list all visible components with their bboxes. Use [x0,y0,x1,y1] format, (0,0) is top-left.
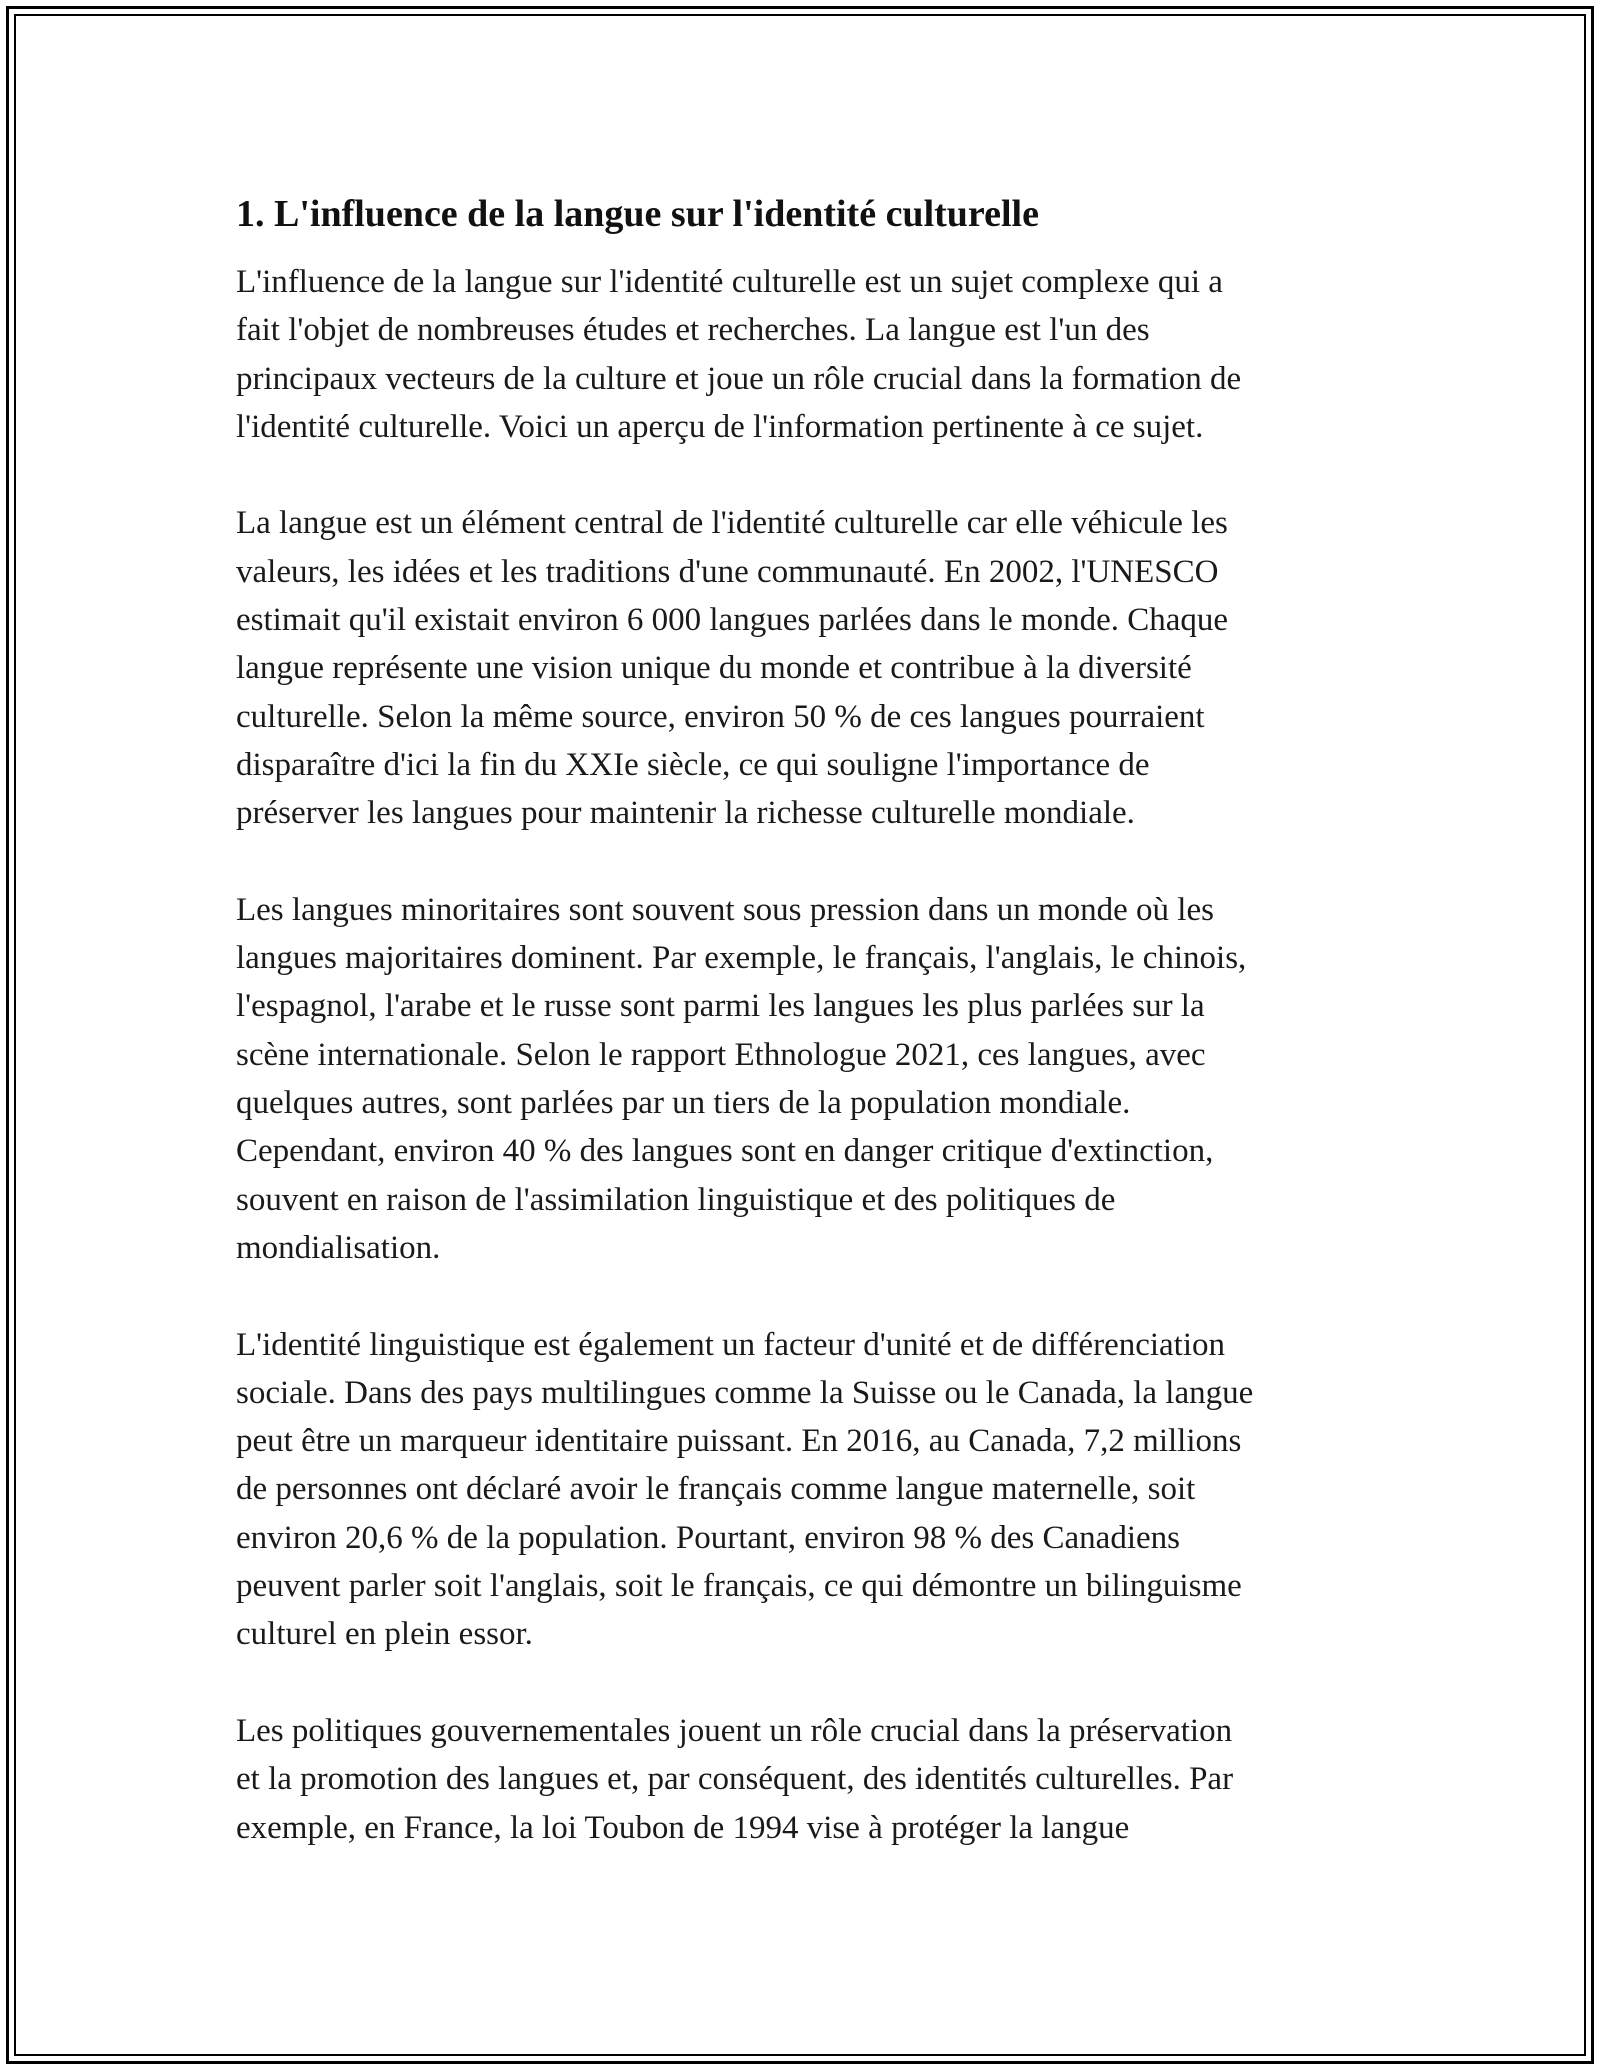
text-line: peuvent parler soit l'anglais, soit le français, ce qui démontre un bilinguisme [236,1568,1242,1605]
text-line: L'identité linguistique est également un facteur d'unité et de différenciation [236,1326,1226,1363]
text-line: Les langues minoritaires sont souvent sous pression dans un monde où les [236,891,1214,928]
text-line: mondialisation. [236,1229,441,1266]
text-line: quelques autres, sont parlées par un tiers de la population mondiale. [236,1085,1131,1122]
text-line: scène internationale. Selon le rapport Ethnologue 2021, ces langues, avec [236,1036,1206,1073]
paragraph-5 [236,1707,1376,1852]
text-line: L'influence de la langue sur l'identité culturelle est un sujet complexe qui a [236,264,1223,300]
section-title: 1. L'influence de la langue sur l'identité culturelle [236,193,1039,235]
text-line: préserver les langues pour maintenir la richesse culturelle mondiale. [236,795,1135,832]
text-line: La langue est un élément central de l'identité culturelle car elle véhicule les [236,505,1228,542]
text-line: culturelle. Selon la même source, environ 50 % de ces langues pourraient [236,698,1205,735]
text-line: langues majoritaires dominent. Par exemple, le français, l'anglais, le chinois, [236,940,1247,977]
text-line: peut être un marqueur identitaire puissant. En 2016, au Canada, 7,2 millions [236,1423,1242,1460]
text-line: fait l'objet de nombreuses études et recherches. La langue est l'un des [236,312,1150,349]
text-line: exemple, en France, la loi Toubon de 1994 vise à protéger la langue [236,1809,1130,1846]
text-line: Les politiques gouvernementales jouent un rôle crucial dans la préservation [236,1712,1233,1749]
text-line: souvent en raison de l'assimilation linguistique et des politiques de [236,1181,1116,1218]
document-content [236,188,1376,1900]
text-line: sociale. Dans des pays multilingues comme la Suisse ou le Canada, la langue [236,1374,1254,1411]
text-line: culturel en plein essor. [236,1616,533,1653]
text-line: l'identité culturelle. Voici un aperçu de l'information pertinente à ce sujet. [236,408,1204,445]
text-line: et la promotion des langues et, par conséquent, des identités culturelles. Par [236,1761,1234,1798]
text-line: de personnes ont déclaré avoir le français comme langue maternelle, soit [236,1471,1196,1508]
paragraph-1 [236,258,1376,451]
text-line: environ 20,6 % de la population. Pourtant, environ 98 % des Canadiens [236,1519,1180,1556]
paragraph-2 [236,499,1376,837]
text-line: Cependant, environ 40 % des langues sont en danger critique d'extinction, [236,1133,1214,1170]
text-line: langue représente une vision unique du monde et contribue à la diversité [236,650,1192,687]
paragraph-3 [236,886,1376,1272]
text-line: disparaître d'ici la fin du XXIe siècle, ce qui souligne l'importance de [236,746,1150,783]
text-line: l'espagnol, l'arabe et le russe sont parmi les langues les plus parlées sur la [236,988,1205,1025]
text-line: valeurs, les idées et les traditions d'une communauté. En 2002, l'UNESCO [236,553,1219,590]
text-line: principaux vecteurs de la culture et joue un rôle crucial dans la formation de [236,360,1242,397]
paragraph-4 [236,1321,1376,1659]
text-line: estimait qu'il existait environ 6 000 langues parlées dans le monde. Chaque [236,602,1229,639]
